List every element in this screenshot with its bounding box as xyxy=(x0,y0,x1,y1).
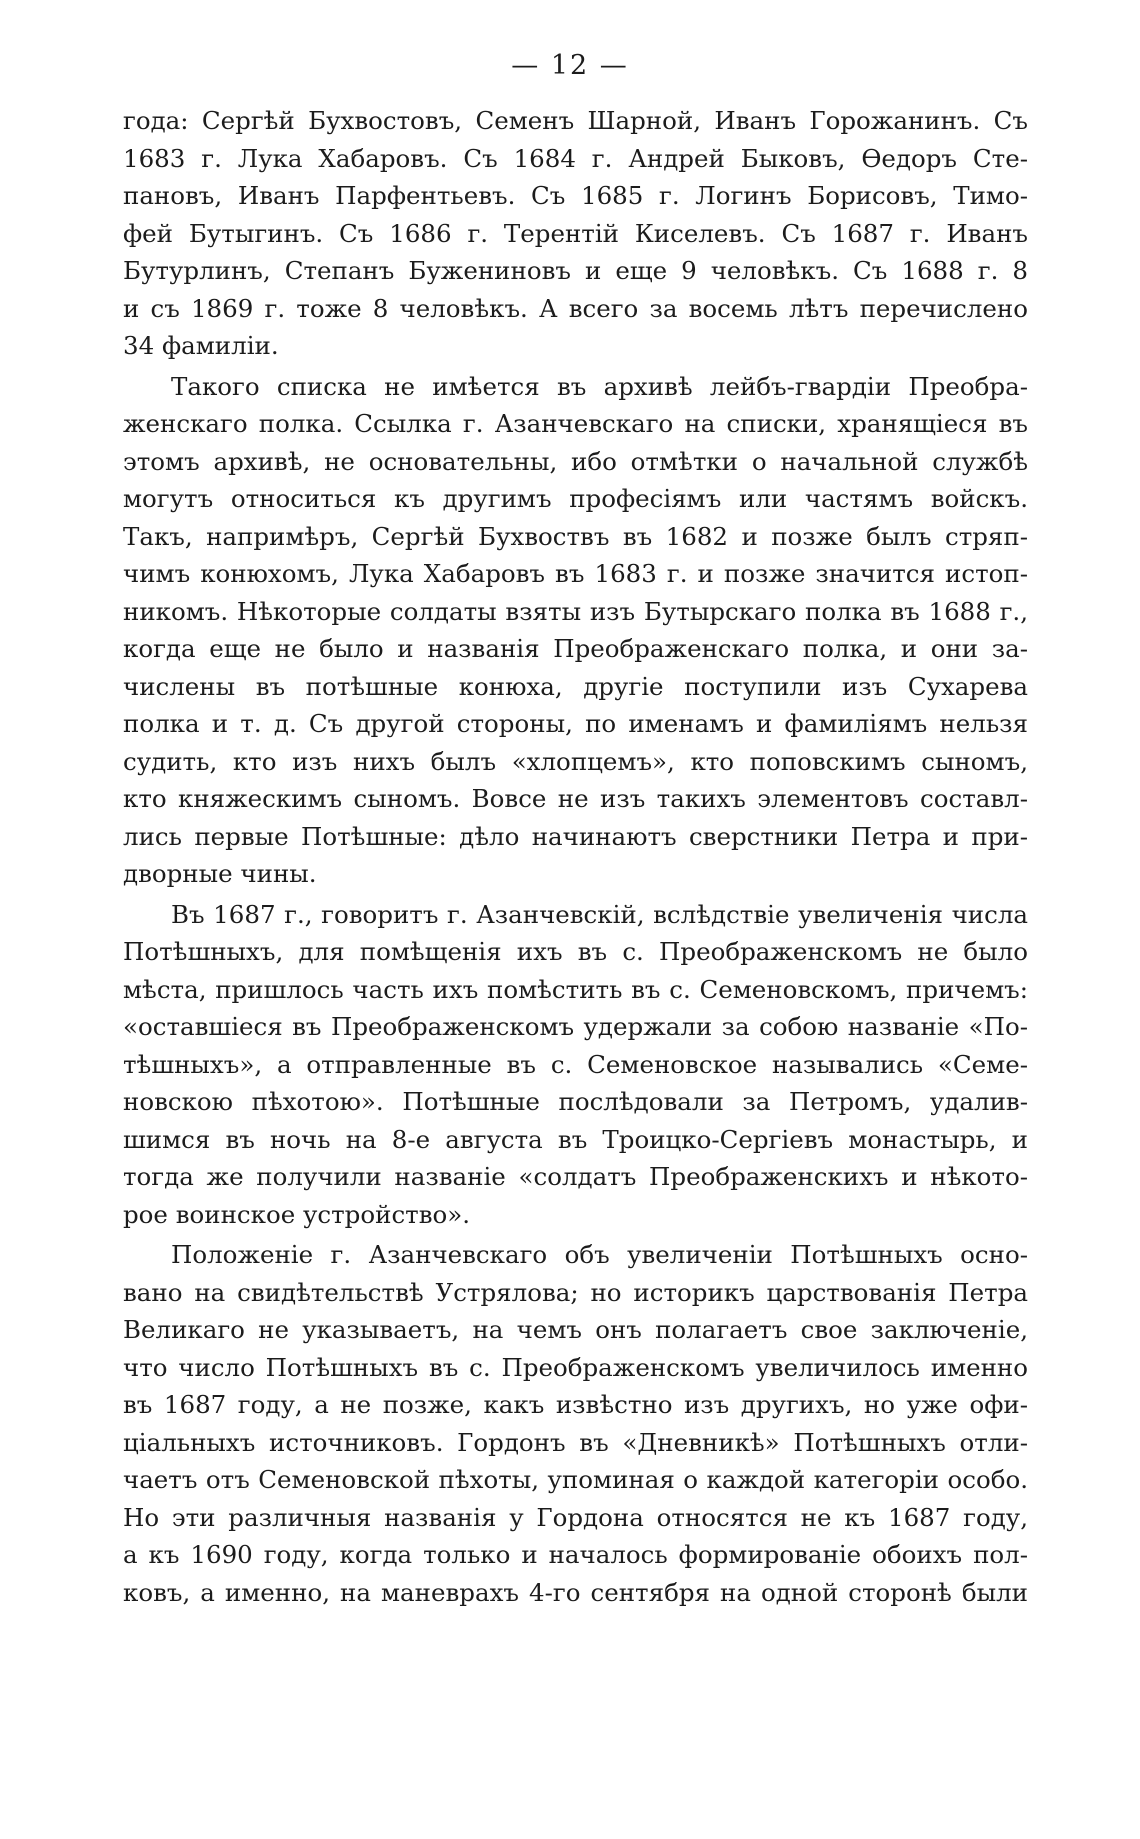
text-line: числены въ потѣшные конюха, другіе поступили изъ Сухарева xyxy=(123,671,1028,701)
text-line: лись первые Потѣшные: дѣло начинаютъ сверстники Петра и при- xyxy=(123,821,1028,851)
text-line: ціальныхъ источниковъ. Гордонъ въ «Дневникѣ» Потѣшныхъ отли- xyxy=(123,1427,1028,1457)
text-line: ковъ, а именно, на маневрахъ 4-го сентября на одной сторонѣ были xyxy=(123,1577,1028,1607)
text-line: въ 1687 году, а не позже, какъ извѣстно изъ другихъ, но уже офи- xyxy=(123,1390,1028,1419)
text-line: женскаго полка. Ссылка г. Азанчевскаго на списки, хранящіеся въ xyxy=(123,409,1028,438)
text-line: «оставшіеся въ Преображенскомъ удержали за собою названіе «По- xyxy=(123,1012,1028,1041)
paragraph-3 xyxy=(123,896,1028,1234)
paragraph-4 xyxy=(123,1236,1028,1611)
text-line: рое воинское устройство». xyxy=(123,1199,471,1229)
text-line: года: Сергѣй Бухвостовъ, Семенъ Шарной, Иванъ Горожанинъ. Съ xyxy=(123,106,1028,135)
text-line: могутъ относиться къ другимъ професіямъ или частямъ войскъ. xyxy=(123,484,1028,513)
page-number: — 12 — xyxy=(511,50,629,81)
text-line: Такого списка не имѣется въ архивѣ лейбъ-гвардіи Преобра- xyxy=(171,371,1028,401)
text-line: тогда же получили названіе «солдатъ Преображенскихъ и нѣкото- xyxy=(123,1162,1028,1191)
text-line: тѣшныхъ», а отправленные въ с. Семеновское назывались «Семе- xyxy=(123,1049,1028,1079)
text-line: Бутурлинъ, Степанъ Бужениновъ и еще 9 человѣкъ. Съ 1688 г. 8 xyxy=(123,256,1028,285)
text-line: Положеніе г. Азанчевскаго объ увеличеніи Потѣшныхъ осно- xyxy=(171,1240,1028,1269)
text-line: Великаго не указываетъ, на чемъ онъ полагаетъ свое заключеніе, xyxy=(123,1315,1028,1344)
paragraph-1 xyxy=(123,102,1028,365)
text-line: дворные чины. xyxy=(123,859,317,888)
text-line: полка и т. д. Съ другой стороны, по именамъ и фамиліямъ нельзя xyxy=(123,709,1028,738)
text-line: Но эти различныя названія у Гордона относятся не къ 1687 году, xyxy=(123,1502,1028,1532)
text-line: шимся въ ночь на 8-е августа въ Троицко-Сергіевъ монастырь, и xyxy=(123,1124,1028,1154)
text-line: Въ 1687 г., говоритъ г. Азанчевскій, вслѣдствіе увеличенія числа xyxy=(171,899,1028,929)
text-line: что число Потѣшныхъ въ с. Преображенскомъ увеличилось именно xyxy=(123,1352,1028,1382)
paragraph-2 xyxy=(123,368,1028,893)
text-line: кто княжескимъ сыномъ. Вовсе не изъ такихъ элементовъ составл- xyxy=(123,784,1028,813)
text-line: чаетъ отъ Семеновской пѣхоты, упоминая о каждой категоріи особо. xyxy=(123,1465,1028,1494)
text-line: фей Бутыгинъ. Съ 1686 г. Терентій Киселевъ. Съ 1687 г. Иванъ xyxy=(123,218,1028,248)
text-line: а къ 1690 году, когда только и началось формированіе обоихъ пол- xyxy=(123,1540,1028,1569)
text-line: чимъ конюхомъ, Лука Хабаровъ въ 1683 г. и позже значится истоп- xyxy=(123,559,1028,588)
body-text xyxy=(123,102,1028,1611)
text-line: 1683 г. Лука Хабаровъ. Съ 1684 г. Андрей Быковъ, Ѳедоръ Сте- xyxy=(123,143,1028,173)
text-line: судить, кто изъ нихъ былъ «хлопцемъ», кто поповскимъ сыномъ, xyxy=(123,746,1028,776)
text-line: 34 фамиліи. xyxy=(123,331,279,360)
text-line: этомъ архивѣ, не основательны, ибо отмѣтки о начальной службѣ xyxy=(123,446,1028,476)
text-line: вано на свидѣтельствѣ Устрялова; но историкъ царствованія Петра xyxy=(123,1277,1028,1307)
text-line: Такъ, напримѣръ, Сергѣй Бухвоствъ въ 1682 и позже былъ стряп- xyxy=(123,521,1028,551)
text-line: новскою пѣхотою». Потѣшные послѣдовали за Петромъ, удалив- xyxy=(123,1087,1028,1116)
text-line: мѣста, пришлось часть ихъ помѣстить въ с. Семеновскомъ, причемъ: xyxy=(123,974,1028,1004)
text-line: Потѣшныхъ, для помѣщенія ихъ въ с. Преображенскомъ не было xyxy=(123,937,1028,966)
text-line: пановъ, Иванъ Парфентьевъ. Съ 1685 г. Логинъ Борисовъ, Тимо- xyxy=(123,181,1028,210)
text-line: когда еще не было и названія Преображенскаго полка, и они за- xyxy=(123,634,1028,663)
text-line: никомъ. Нѣкоторые солдаты взяты изъ Бутырскаго полка въ 1688 г., xyxy=(123,596,1028,626)
text-line: и съ 1869 г. тоже 8 человѣкъ. А всего за восемь лѣтъ перечислено xyxy=(123,293,1028,323)
